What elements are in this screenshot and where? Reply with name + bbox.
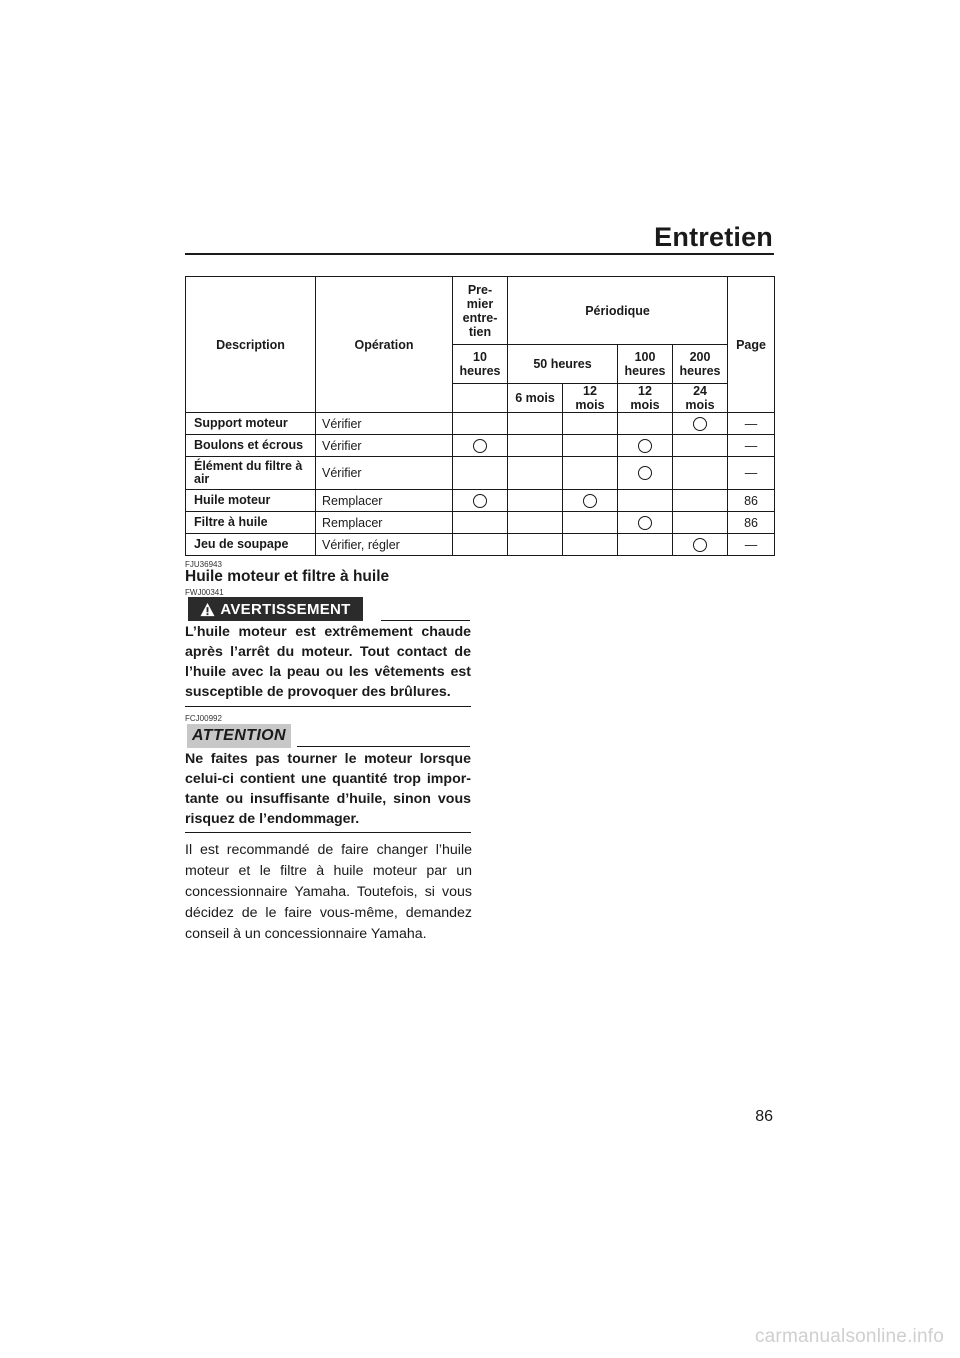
table-row [186,457,775,490]
table-row [186,534,775,556]
warning-triangle-icon [200,602,215,617]
section-code: FJU36943 [185,560,222,569]
schedule-cell [508,435,563,457]
schedule-cell [673,512,728,534]
row-page: 86 [728,490,775,512]
page-number: 86 [755,1108,773,1125]
schedule-cell [618,534,673,556]
header-description: Description [186,277,316,413]
table-row [186,512,775,534]
row-page: — [728,435,775,457]
schedule-cell [618,490,673,512]
row-operation: Vérifier [316,435,453,457]
schedule-cell [508,413,563,435]
maintenance-rows [186,413,775,556]
header-100h: 100 heures [618,345,673,384]
row-operation: Remplacer [316,512,453,534]
circle-mark-icon [693,538,707,552]
warning-label: AVERTISSEMENT [220,600,351,618]
section-heading: Huile moteur et filtre à huile [185,568,390,585]
header-operation: Opération [316,277,453,413]
row-operation: Remplacer [316,490,453,512]
row-description: Jeu de soupape [186,534,316,556]
row-description: Huile moteur [186,490,316,512]
row-page: — [728,534,775,556]
table-row [186,413,775,435]
schedule-cell [563,413,618,435]
header-first-service: Pre-mier entre-tien [453,277,508,345]
circle-mark-icon [638,439,652,453]
schedule-cell [563,534,618,556]
schedule-cell [508,512,563,534]
row-description: Élément du filtre à air [186,457,316,490]
schedule-cell [508,457,563,490]
schedule-cell [563,512,618,534]
schedule-cell [453,457,508,490]
schedule-cell [673,413,728,435]
warning-badge [188,597,363,621]
circle-mark-icon [638,466,652,480]
table-row [186,490,775,512]
schedule-cell [673,435,728,457]
page-title: Entretien [654,222,773,252]
schedule-cell [618,512,673,534]
header-24-mois: 24 mois [673,384,728,413]
attention-rule [297,746,470,747]
schedule-cell [453,413,508,435]
row-page: — [728,413,775,435]
schedule-cell [453,512,508,534]
schedule-cell [618,413,673,435]
schedule-cell [453,490,508,512]
title-rule [185,253,774,255]
row-description: Boulons et écrous [186,435,316,457]
row-operation: Vérifier [316,413,453,435]
header-12-mois-b: 12 mois [618,384,673,413]
header-10h: 10 heures [453,345,508,384]
schedule-cell [563,457,618,490]
attention-text: Ne faites pas tourner le moteur lorsque celui-ci contient une quantité trop impor-tante ou insuffisante d’huile, sinon vous risquez de l’endommager. [185,751,471,827]
circle-mark-icon [473,494,487,508]
row-description: Filtre à huile [186,512,316,534]
row-operation: Vérifier [316,457,453,490]
schedule-cell [673,457,728,490]
warning-rule [381,620,470,621]
schedule-cell [453,435,508,457]
header-blank [453,384,508,413]
row-page: — [728,457,775,490]
circle-mark-icon [583,494,597,508]
header-50h: 50 heures [508,345,618,384]
schedule-cell [563,435,618,457]
warning-code: FWJ00341 [185,588,224,597]
attention-label: ATTENTION [192,727,286,744]
schedule-cell [508,490,563,512]
schedule-cell [508,534,563,556]
circle-mark-icon [638,516,652,530]
header-12-mois-a: 12 mois [563,384,618,413]
warning-text: L’huile moteur est extrêmement chaude après l’arrêt du moteur. Tout contact de l’huile avec la peau ou les vêtements est susceptible de provoquer des brûlures. [185,624,471,700]
header-page: Page [728,277,775,413]
maintenance-table [185,276,775,556]
watermark: carmanualsonline.info [754,1326,944,1347]
table-row [186,435,775,457]
header-periodic: Périodique [508,277,728,345]
warning-bottom-rule [185,706,471,707]
attention-badge [187,724,291,748]
attention-bottom-rule [185,832,471,833]
row-page: 86 [728,512,775,534]
schedule-cell [453,534,508,556]
circle-mark-icon [473,439,487,453]
header-200h: 200 heures [673,345,728,384]
schedule-cell [673,534,728,556]
row-operation: Vérifier, régler [316,534,453,556]
schedule-cell [618,435,673,457]
body-paragraph: Il est recommandé de faire changer l’huile moteur et le filtre à huile moteur par un concessionnaire Yamaha. Toutefois, si vous décidez de le faire vous-même, demandez conseil à un concessionnaire Yamaha. [185,842,472,942]
circle-mark-icon [693,417,707,431]
row-description: Support moteur [186,413,316,435]
attention-code: FCJ00992 [185,714,222,723]
schedule-cell [563,490,618,512]
schedule-cell [618,457,673,490]
header-6-mois: 6 mois [508,384,563,413]
schedule-cell [673,490,728,512]
